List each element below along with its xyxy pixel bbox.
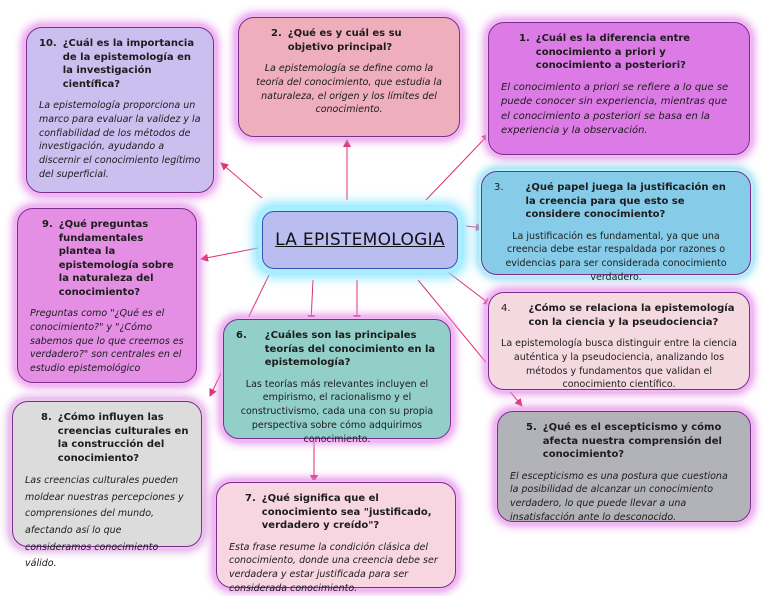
node-4-question-text: ¿Cómo se relaciona la epistemología con la ciencia y la pseudociencia?: [528, 303, 735, 328]
node-3-question-text: ¿Qué papel juega la justificación en la creencia para que esto se considere conocimiento?: [525, 182, 726, 220]
node-5: [497, 411, 751, 522]
connector-10: [221, 163, 262, 198]
connector-9: [201, 248, 258, 259]
node-2-answer: La epistemología se define como la teoría del conocimiento, que estudia la naturaleza, el origen y los límites del conocimiento.: [256, 63, 442, 116]
node-7-question: [229, 492, 443, 533]
node-9-question: [30, 218, 184, 299]
node-6-answer: Las teorías más relevantes incluyen el empirismo, el racionalismo y el constructivismo, cada una con su propia perspectiva sobre cómo adquirimos conocimiento.: [240, 378, 434, 445]
node-9-number: 9.: [42, 219, 53, 230]
node-6-number: 6.: [236, 330, 247, 341]
node-3: [481, 171, 751, 283]
node-2-question-text: ¿Qué es y cuál es su objetivo principal?: [287, 28, 402, 53]
node-1-number: 1.: [519, 33, 530, 44]
node-10-answer: La epistemología proporciona un marco para evaluar la validez y la confiabilidad de los métodos de investigación, ayudando a discernir el conocimiento legítimo del superficial.: [39, 100, 201, 180]
node-7: [216, 482, 456, 594]
node-4-answer: La epistemología busca distinguir entre la ciencia auténtica y la pseudociencia, analizando los métodos y fundamentos que validan el conocimiento científico.: [501, 338, 737, 391]
node-8: [12, 401, 202, 570]
node-10-question-text: ¿Cuál es la importancia de la epistemología en la investigación científica?: [62, 38, 195, 90]
center-title: LA EPISTEMOLOGIA: [275, 230, 445, 250]
node-5-number: 5.: [526, 422, 537, 433]
node-9: [17, 208, 197, 383]
center-topic: [262, 211, 458, 269]
node-6-question: [236, 329, 438, 370]
node-6: [223, 319, 451, 445]
node-8-answer: Las creencias culturales pueden moldear nuestras percepciones y comprensiones del mundo, afectando así lo que consideramos conocimiento válido.: [25, 475, 184, 570]
node-7-question-text: ¿Qué significa que el conocimiento sea "justificado, verdadero y creído"?: [261, 493, 432, 531]
connector-6a: [311, 280, 313, 322]
node-8-question: [25, 411, 189, 465]
node-10-question: [39, 37, 201, 91]
node-2: [238, 17, 460, 137]
node-8-number: 8.: [41, 412, 52, 423]
node-4: [488, 292, 750, 390]
node-10: [26, 27, 214, 193]
node-1-answer: El conocimiento a priori se refiere a lo que se puede conocer sin experiencia, mientras que el conocimiento a posteriori se basa en la experiencia y la observación.: [501, 81, 729, 136]
node-9-question-text: ¿Qué preguntas fundamentales plantea la epistemología sobre la naturaleza del conocimiento?: [58, 219, 174, 298]
node-1-question: [501, 32, 737, 73]
node-3-question: [494, 181, 738, 222]
node-8-question-text: ¿Cómo influyen las creencias culturales en la construcción del conocimiento?: [57, 412, 189, 464]
node-2-question: [251, 27, 447, 54]
node-7-answer: Esta frase resume la condición clásica del conocimiento, donde una creencia debe ser verdadera y estar justificada para ser considerada conocimiento.: [229, 541, 438, 594]
node-5-question: [510, 421, 738, 462]
node-10-number: 10.: [39, 38, 57, 49]
node-9-answer: Preguntas como "¿Qué es el conocimiento?" y "¿Cómo sabemos que lo que creemos es verdadero?" son centrales en el estudio epistemológico: [30, 308, 184, 375]
node-2-number: 2.: [271, 28, 282, 39]
node-3-number: 3.: [494, 182, 504, 193]
connector-4: [440, 266, 491, 305]
node-1-question-text: ¿Cuál es la diferencia entre conocimiento a priori y conocimiento a posteriori?: [535, 33, 691, 71]
node-1: [488, 22, 750, 155]
node-7-number: 7.: [245, 493, 256, 504]
node-6-question-text: ¿Cuáles son las principales teorías del conocimiento en la epistemología?: [264, 330, 436, 368]
node-4-number: 4.: [501, 303, 511, 314]
connector-1: [426, 134, 489, 200]
node-5-answer: El escepticismo es una postura que cuestiona la posibilidad de alcanzar un conocimiento verdadero, lo que puede llevar a una insatisfacción ante lo desconocido.: [510, 470, 728, 523]
node-3-answer: La justificación es fundamental, ya que una creencia debe estar respaldada por razones o evidencias para ser considerada conocimiento verdadero.: [505, 230, 727, 283]
node-5-question-text: ¿Qué es el escepticismo y cómo afecta nuestra comprensión del conocimiento?: [542, 422, 722, 460]
node-4-question: [501, 302, 737, 329]
